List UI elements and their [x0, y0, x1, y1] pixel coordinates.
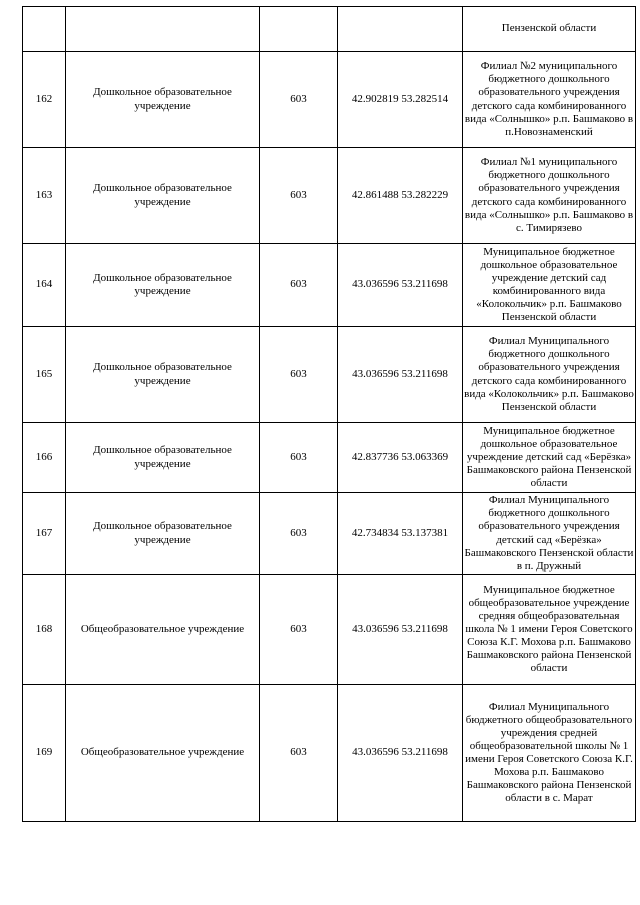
- institution-name-cell: Филиал №2 муниципального бюджетного дошкольного образовательного учреждения детского сада комбинированного вида «Солнышко» р.п. Башмаково в п.Новознаменский: [463, 52, 636, 148]
- coordinates-cell: 43.036596 53.211698: [338, 244, 463, 327]
- row-number-cell: 162: [23, 52, 66, 148]
- institution-type-cell: Дошкольное образовательное учреждение: [66, 423, 260, 493]
- coordinates-cell: 42.861488 53.282229: [338, 148, 463, 244]
- table-row: [23, 244, 636, 327]
- table-row: [23, 327, 636, 423]
- institution-type-cell: Дошкольное образовательное учреждение: [66, 244, 260, 327]
- institution-type-cell: [66, 7, 260, 52]
- institution-type-cell: Дошкольное образовательное учреждение: [66, 327, 260, 423]
- code-cell: 603: [260, 493, 338, 575]
- row-number-cell: 168: [23, 575, 66, 685]
- row-number-cell: 165: [23, 327, 66, 423]
- institution-name-cell: Филиал Муниципального бюджетного общеобразовательного учреждения средней общеобразовательной школы № 1 имени Героя Советского Союза К.Г. Мохова р.п. Башмаково Башмаковского района Пензенской области в с. Марат: [463, 685, 636, 822]
- code-cell: 603: [260, 327, 338, 423]
- row-number-cell: 164: [23, 244, 66, 327]
- row-number-cell: [23, 7, 66, 52]
- institution-name-cell: Филиал Муниципального бюджетного дошкольного образовательного учреждения детский сад «Берёзка» Башмаковского Пензенской области в п. Дружный: [463, 493, 636, 575]
- coordinates-cell: 42.902819 53.282514: [338, 52, 463, 148]
- coordinates-cell: 43.036596 53.211698: [338, 575, 463, 685]
- institution-type-cell: Общеобразовательное учреждение: [66, 575, 260, 685]
- row-number-cell: 163: [23, 148, 66, 244]
- code-cell: 603: [260, 423, 338, 493]
- coordinates-cell: 42.734834 53.137381: [338, 493, 463, 575]
- code-cell: 603: [260, 52, 338, 148]
- table-row: [23, 148, 636, 244]
- row-number-cell: 167: [23, 493, 66, 575]
- coordinates-cell: 43.036596 53.211698: [338, 327, 463, 423]
- institutions-table: [22, 6, 636, 822]
- table-row: [23, 575, 636, 685]
- table-row: [23, 423, 636, 493]
- code-cell: 603: [260, 148, 338, 244]
- coordinates-cell: [338, 7, 463, 52]
- institution-type-cell: Дошкольное образовательное учреждение: [66, 493, 260, 575]
- coordinates-cell: 42.837736 53.063369: [338, 423, 463, 493]
- institution-name-cell: Филиал №1 муниципального бюджетного дошкольного образовательного учреждения детского сада комбинированного вида «Солнышко» р.п. Башмаково в с. Тимирязево: [463, 148, 636, 244]
- table-row: [23, 685, 636, 822]
- coordinates-cell: 43.036596 53.211698: [338, 685, 463, 822]
- institution-type-cell: Общеобразовательное учреждение: [66, 685, 260, 822]
- code-cell: 603: [260, 575, 338, 685]
- institution-name-cell: Муниципальное бюджетное дошкольное образовательное учреждение детский сад комбинированного вида «Колокольчик» р.п. Башмаково Пензенской области: [463, 244, 636, 327]
- code-cell: 603: [260, 244, 338, 327]
- institution-name-cell: Филиал Муниципального бюджетного дошкольного образовательного учреждения детского сада комбинированного вида «Колокольчик» р.п. Башмаково Пензенской области: [463, 327, 636, 423]
- row-number-cell: 169: [23, 685, 66, 822]
- institution-name-cell: Пензенской области: [463, 7, 636, 52]
- institution-name-cell: Муниципальное бюджетное дошкольное образовательное учреждение детский сад «Берёзка» Башмаковского района Пензенской области: [463, 423, 636, 493]
- institution-name-cell: Муниципальное бюджетное общеобразовательное учреждение средняя общеобразовательная школа № 1 имени Героя Советского Союза К.Г. Мохова р.п. Башмаково Башмаковского района Пензенской области: [463, 575, 636, 685]
- table-row: [23, 52, 636, 148]
- institution-type-cell: Дошкольное образовательное учреждение: [66, 52, 260, 148]
- table-row-continuation: [23, 7, 636, 52]
- institution-type-cell: Дошкольное образовательное учреждение: [66, 148, 260, 244]
- code-cell: [260, 7, 338, 52]
- code-cell: 603: [260, 685, 338, 822]
- table-row: [23, 493, 636, 575]
- row-number-cell: 166: [23, 423, 66, 493]
